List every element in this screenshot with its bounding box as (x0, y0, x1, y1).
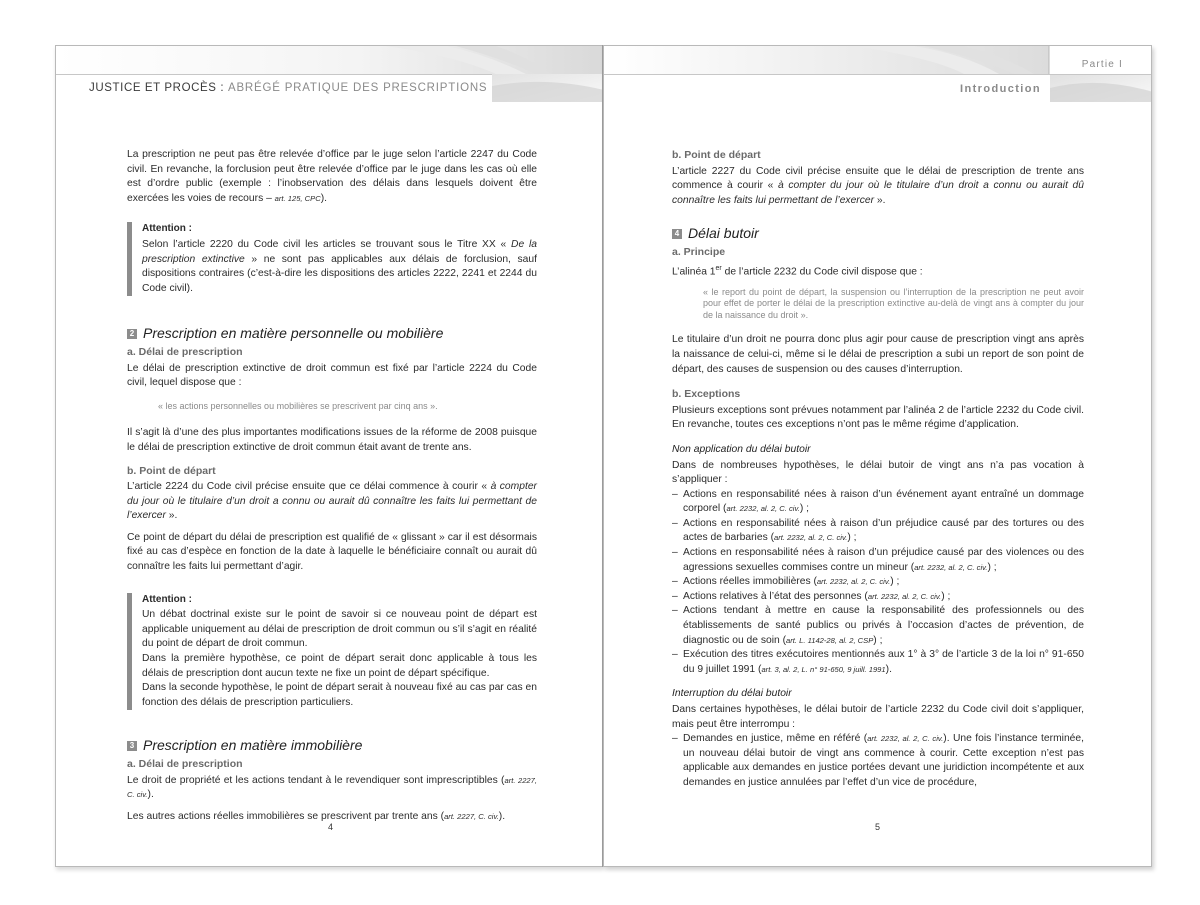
list-item-text: Actions en responsabilité nées à raison d’un préjudice causé par des violences ou des agressions sexuelles commises contre un mineur ( (683, 547, 1084, 573)
list-item-reference: art. 2232, al. 2, C. civ. (914, 562, 988, 572)
list-item-text: Actions réelles immobilières ( (683, 576, 817, 588)
right-page-body (672, 148, 1084, 797)
list-item-text: Demandes en justice, même en référé ( (683, 733, 868, 745)
paragraph: Dans certaines hypothèses, le délai butoir de l’article 2232 du Code civil doit s’appliquer, mais peut être interrompu : (672, 704, 1084, 730)
running-header (89, 82, 487, 94)
list-item-end: ) ; (987, 561, 997, 573)
list-item-reference: art. L. 1142-28, al. 2, CSP (786, 635, 874, 645)
minor-heading: Non application du délai butoir (672, 443, 811, 455)
list-item (672, 488, 1084, 517)
intro-end: ). (320, 192, 327, 204)
attention-text-b: » ne sont pas applicables aux délais de forclusion, sauf dispositions contraires (c’est-à-dire les dispositions des articles 2222, 2241 et 2244 du Code civil). (142, 253, 537, 294)
paragraph (127, 480, 537, 524)
list-item-text: Actions en responsabilité nées à raison d’un événement ayant entraîné un dommage corporel ( (683, 488, 1084, 515)
attention-text (142, 238, 537, 296)
list-item (672, 732, 1084, 790)
attention-text-emphasis: De la prescription extinctive (142, 238, 537, 265)
attention-title: Attention : (142, 593, 192, 605)
list-item-reference: art. 3, al. 2, L. n° 91-650, 9 juill. 1991 (761, 664, 886, 674)
paragraph-text: L’alinéa 1 (672, 265, 716, 277)
paragraph: Plusieurs exceptions sont prévues notamment par l’alinéa 2 de l’article 2232 du Code civil. En revanche, toutes ces exceptions n’ont pas le même régime d’application. (672, 404, 1084, 431)
subsection-heading: a. Principe (672, 245, 726, 258)
paragraph (672, 165, 1084, 209)
attention-line: Dans la seconde hypothèse, le point de départ serait à nouveau fixé au cas par cas en fonction des délais de prescription particuliers. (142, 682, 537, 708)
list-item (672, 648, 1084, 677)
list-item-reference: art. 2232, al. 2, C. civ. (867, 734, 944, 744)
section-title: Prescription en matière personnelle ou mobilière (143, 325, 444, 342)
interruption-list (672, 732, 1084, 790)
list-item-text: Exécution des titres exécutoires mentionnés aux 1° à 3° de l’article 3 de la loi n° 91-650 du 9 juillet 1991 ( (683, 649, 1084, 675)
left-page-body (127, 148, 537, 831)
paragraph-text-end: ». (165, 510, 178, 522)
section-heading-4 (672, 226, 1084, 241)
minor-heading: Interruption du délai butoir (672, 688, 792, 700)
book-spread (55, 45, 1152, 867)
attention-title: Attention : (142, 223, 192, 235)
list-item (672, 590, 1084, 605)
list-item-end: ) ; (941, 590, 951, 602)
section-title: Délai butoir (688, 225, 759, 242)
list-item-end: ) ; (890, 576, 900, 588)
attention-line: Un débat doctrinal existe sur le point de savoir si ce nouveau point de départ est applicable uniquement au délai de prescription de droit commun ou s’il s’agit en réalité du point de départ de droit commun. (142, 609, 537, 650)
list-item (672, 575, 1084, 590)
page-number: 4 (328, 822, 334, 832)
paragraph-emphasis: à compter du jour où le titulaire d’un droit a connu ou aurait dû connaître les faits lui permettant de l’exercer (127, 481, 537, 522)
paragraph-emphasis: à compter du jour où le titulaire d’un droit a connu ou aurait dû connaître les faits lui permettant de l’exercer (672, 180, 1084, 206)
list-item-text: Actions en responsabilité nées à raison d’un préjudice causé par des tortures ou des actes de barbaries ( (683, 517, 1084, 544)
intro-paragraph (127, 148, 537, 206)
attention-text-a: Selon l’article 2220 du Code civil les articles se trouvant sous le Titre XX « (142, 238, 512, 250)
paragraph-text: L’article 2227 du Code civil précise ensuite que le délai de prescription de trente ans commence à courir « (672, 165, 1084, 192)
paragraph: Le titulaire d’un droit ne pourra donc plus agir pour cause de prescription vingt ans après la naissance de celui-ci, même si le délai de prescription a subi un report de son point de départ, des causes de suspension ou des causes d’interruption. (672, 334, 1084, 375)
list-item-end: ) ; (847, 532, 857, 544)
intro-reference: art. 125, CPC (274, 193, 321, 203)
book-spine (602, 45, 603, 867)
list-item (672, 517, 1084, 546)
left-page (55, 45, 603, 867)
subsection-heading: b. Point de départ (672, 149, 761, 161)
attention-box-2 (127, 593, 537, 711)
section-title: Prescription en matière immobilière (143, 737, 363, 754)
paragraph (127, 774, 537, 803)
subsection-heading: a. Délai de prescription (127, 345, 243, 358)
section-number-badge: 4 (672, 229, 682, 239)
subsection-heading: a. Délai de prescription (127, 758, 243, 770)
running-header-subtitle: ABRÉGÉ PRATIQUE DES PRESCRIPTIONS (227, 82, 488, 94)
running-header-title: JUSTICE ET PROCÈS (89, 82, 217, 94)
page-number: 5 (875, 822, 881, 832)
list-item-reference: art. 2232, al. 2, C. civ. (867, 591, 942, 601)
paragraph-text-end: ). (498, 810, 506, 822)
superscript: er (715, 264, 722, 272)
attention-line: Dans la première hypothèse, ce point de départ serait donc applicable à tous les délais de prescription dont aucun texte ne fixe un point de départ spécifique. (142, 653, 537, 679)
paragraph-text: L’article 2224 du Code civil précise ensuite que ce délai commence à courir « (127, 481, 491, 493)
section-number-badge: 2 (127, 329, 137, 339)
part-label: Partie I (1081, 59, 1123, 70)
exceptions-list (672, 488, 1084, 678)
intro-text: La prescription ne peut pas être relevée d’office par le juge selon l’article 2247 du Code civil. En revanche, la forclusion peut être relevée d’office par le juge dans les cas où elle est d’ordre public (exemple : l’inobservation des délais dans lesquels doivent être exercées les voies de recours – (127, 149, 537, 204)
list-item-text: Actions relatives à l’état des personnes ( (683, 590, 868, 602)
paragraph-text-end: ). (147, 789, 154, 801)
list-item-end: ). Une fois l’instance terminée, un nouveau délai butoir de vingt ans commence à courir. Cette exception n’est pas applicable aux demandes en justice portées devant une juridiction incompétente et aux demandes en justice annulées par l’effet d’un vice de procédure, (683, 733, 1084, 788)
paragraph-text: Le droit de propriété et les actions tendant à le revendiquer sont imprescriptibles ( (127, 774, 505, 786)
section-heading-3 (127, 738, 537, 753)
list-item-end: ). (885, 663, 892, 675)
list-item-end: ) ; (873, 634, 883, 646)
list-item-text: Actions tendant à mettre en cause la responsabilité des professionnels ou des établissements de santé publics ou privés à l’occasion d’actes de prévention, de diagnostic ou de soin ( (683, 605, 1084, 646)
header-rule (56, 74, 492, 75)
section-number-badge: 3 (127, 741, 137, 751)
running-header-separator: : (216, 82, 228, 94)
paragraph-text: Les autres actions réelles immobilières se prescrivent par trente ans ( (127, 810, 445, 822)
running-header-title: Introduction (960, 83, 1041, 95)
list-item (672, 546, 1084, 575)
list-item-reference: art. 2232, al. 2, C. civ. (774, 533, 848, 543)
list-item-reference: art. 2232, al. 2, C. civ. (726, 504, 800, 514)
paragraph: Il s’agit là d’une des plus importantes modifications issues de la réforme de 2008 puisque le délai de prescription extinctive de droit commun était avant de trente ans. (127, 427, 537, 453)
legal-quote: « les actions personnelles ou mobilières se prescrivent par cinq ans ». (158, 400, 438, 411)
list-item-end: ) ; (799, 503, 809, 515)
subsection-heading: b. Exceptions (672, 388, 741, 401)
legal-quote: « le report du point de départ, la suspension ou l’interruption de la prescription ne peut avoir pour effet de porter le délai de la prescription extinctive au-delà de vingt ans à compter du jour de la naissance du droit ». (703, 286, 1084, 320)
paragraph-text-end: de l’article 2232 du Code civil dispose que : (721, 265, 923, 277)
paragraph: Ce point de départ du délai de prescription est qualifié de « glissant » car il est désormais fixé au cas d’espèce en fonction de la date à laquelle le bénéficiaire connaît ou aurait dû connaître les faits lui permettant d’agir. (127, 531, 537, 573)
paragraph (672, 262, 1084, 280)
paragraph: Dans de nombreuses hypothèses, le délai butoir de vingt ans n’a pas vocation à s’appliquer : (672, 459, 1084, 486)
list-item (672, 604, 1084, 648)
section-heading-2 (127, 326, 537, 341)
header-rule (604, 74, 1152, 75)
attention-box-1 (127, 222, 537, 296)
paragraph: Le délai de prescription extinctive de droit commun est fixé par l’article 2224 du Code civil, lequel dispose que : (127, 362, 537, 389)
paragraph-reference: art. 2227, C. civ. (444, 811, 499, 821)
paragraph-text-end: ». (874, 194, 886, 206)
list-item-reference: art. 2232, al. 2, C. civ. (816, 577, 891, 587)
paragraph-reference: art. 2227, C. civ. (127, 775, 537, 800)
right-page (603, 45, 1152, 867)
subsection-heading: b. Point de départ (127, 464, 216, 477)
